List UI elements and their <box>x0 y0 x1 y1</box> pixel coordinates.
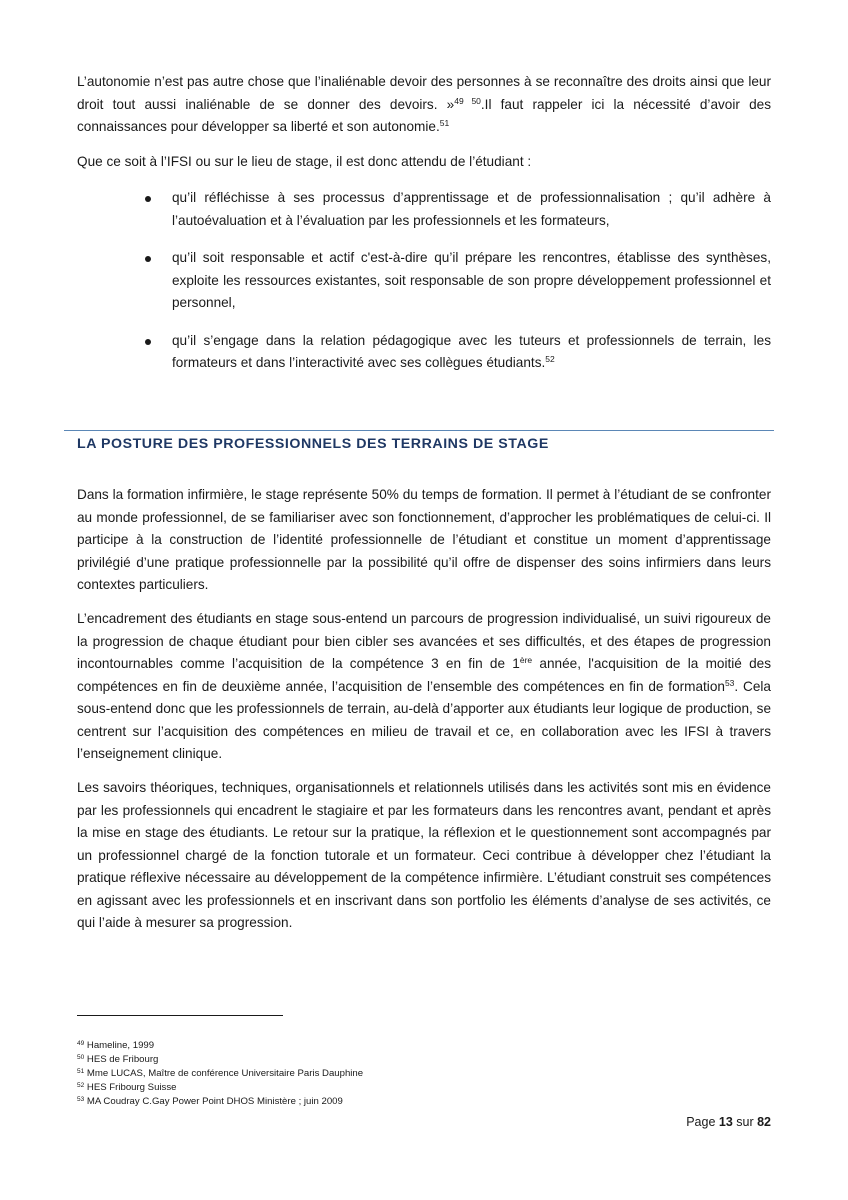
footnotes-list <box>77 1039 363 1109</box>
bullet-icon <box>145 256 151 262</box>
footnote-separator <box>77 1015 283 1016</box>
footnote-ref-52[interactable]: 52 <box>545 354 555 364</box>
footnote-text: HES Fribourg Suisse <box>84 1082 177 1093</box>
footnote-item <box>77 1081 363 1095</box>
list-item-text: qu’il s’engage dans la relation pédagogique avec les tuteurs et professionnels de terrain, les formateurs et dans l’interactivité avec ses collègues étudiants. <box>172 332 771 370</box>
lead-paragraph: Que ce soit à l’IFSI ou sur le lieu de stage, il est donc attendu de l’étudiant : <box>77 154 532 169</box>
footnote-item <box>77 1095 363 1109</box>
footnote-text: Hameline, 1999 <box>84 1040 155 1051</box>
bullet-icon <box>145 339 151 345</box>
body-paragraph-1: Dans la formation infirmière, le stage représente 50% du temps de formation. Il permet à l’étudiant de se confronter au monde professionnel, de se familiariser avec son fonctionnement, d’approcher les problématiques de celui-ci. Il participe à la construction de l’identité professionnelle de l’étudiant et constitue un moment d’apprentissage privilégié d’une pratique professionnelle par la possibilité qu’il offre de dispenser des soins infirmiers dans leurs contextes particuliers. <box>77 487 771 592</box>
footnote-number: 53 <box>77 1096 85 1103</box>
section-heading: LA POSTURE DES PROFESSIONNELS DES TERRAINS DE STAGE <box>77 436 549 452</box>
footnote-item <box>77 1053 363 1067</box>
page-number <box>686 1115 771 1129</box>
footnote-item <box>77 1067 363 1081</box>
ordinal-superscript: ère <box>519 655 533 665</box>
bullet-icon <box>145 196 151 202</box>
body2-text-3: . Cela sous-entend donc que les professionnels de terrain, au-delà d’apporter aux étudiants leur logique de production, se centrent sur l’acquisition des compétences en milieu de travail et ce, en collaboration avec les IFSI à travers l’enseignement clinique. <box>77 678 771 761</box>
heading-rule <box>64 430 774 431</box>
intro-paragraph <box>77 71 771 139</box>
list-item <box>77 187 771 232</box>
footnote-ref-51[interactable]: 51 <box>439 118 450 128</box>
list-item <box>77 330 771 375</box>
page-current: 13 <box>718 1115 733 1129</box>
expectations-list <box>77 187 771 390</box>
body2-text-2: année, l'acquisition de la moitié des compétences en fin de deuxième année, l’acquisition de l’ensemble des compétences en fin de formation <box>77 656 771 694</box>
footnote-text: MA Coudray C.Gay Power Point DHOS Ministère ; juin 2009 <box>84 1096 343 1107</box>
footnote-text: Mme LUCAS, Maître de conférence Universitaire Paris Dauphine <box>84 1068 364 1079</box>
footnote-ref-49-50[interactable]: 49 50 <box>454 95 481 106</box>
footnote-number: 52 <box>77 1082 85 1089</box>
page-separator: sur <box>732 1115 758 1129</box>
body-paragraph-2 <box>77 608 771 766</box>
footnote-number: 50 <box>77 1054 85 1061</box>
intro-text-2: .Il faut rappeler ici la nécessité d’avoir des connaissances pour développer sa liberté et son autonomie. <box>77 96 771 134</box>
footnote-item <box>77 1039 363 1053</box>
body2-text-1: L’encadrement des étudiants en stage sous-entend un parcours de progression individualisé, un suivi rigoureux de la progression de chaque étudiant pour bien cibler ses avancées et ses difficultés, et des étapes de progression incontournables comme l’acquisition de la compétence 3 en fin de 1 <box>77 611 771 671</box>
body-paragraph-3: Les savoirs théoriques, techniques, organisationnels et relationnels utilisés dans les activités sont mis en évidence par les professionnels qui encadrent le stagiaire et par les formateurs dans les rencontres avant, pendant et après la mise en stage des étudiants. Le retour sur la pratique, la réflexion et le questionnement sont accompagnés par un professionnel chargé de la fonction tutorale et un formateur. Ceci contribue à développer chez l’étudiant la pratique réflexive nécessaire au développement de la compétence infirmière. L’étudiant construit ses compétences en agissant avec les professionnels et en inscrivant dans son portfolio les éléments d’analyse de ses activités, ce qui l’aide à mesurer sa progression. <box>77 780 771 930</box>
footnote-text: HES de Fribourg <box>84 1054 159 1065</box>
list-item-text: qu’il réfléchisse à ses processus d’apprentissage et de professionnalisation ; qu’il adhère à l’autoévaluation et à l’évaluation par les professionnels et les formateurs, <box>172 190 771 228</box>
list-item-text: qu’il soit responsable et actif c'est-à-dire qu’il prépare les rencontres, établisse des synthèses, exploite les ressources existantes, soit responsable de son propre développement professionnel et personnel, <box>172 250 771 310</box>
page-total: 82 <box>757 1115 771 1129</box>
list-item <box>77 247 771 315</box>
footnote-number: 49 <box>77 1040 85 1047</box>
page-label: Page <box>686 1115 719 1129</box>
footnote-ref-53[interactable]: 53 <box>724 677 735 688</box>
footnote-number: 51 <box>77 1068 85 1075</box>
intro-text-1: L’autonomie n’est pas autre chose que l’inaliénable devoir des personnes à se reconnaître des droits ainsi que leur droit tout aussi inaliénable de se donner des devoirs. » <box>77 74 771 112</box>
